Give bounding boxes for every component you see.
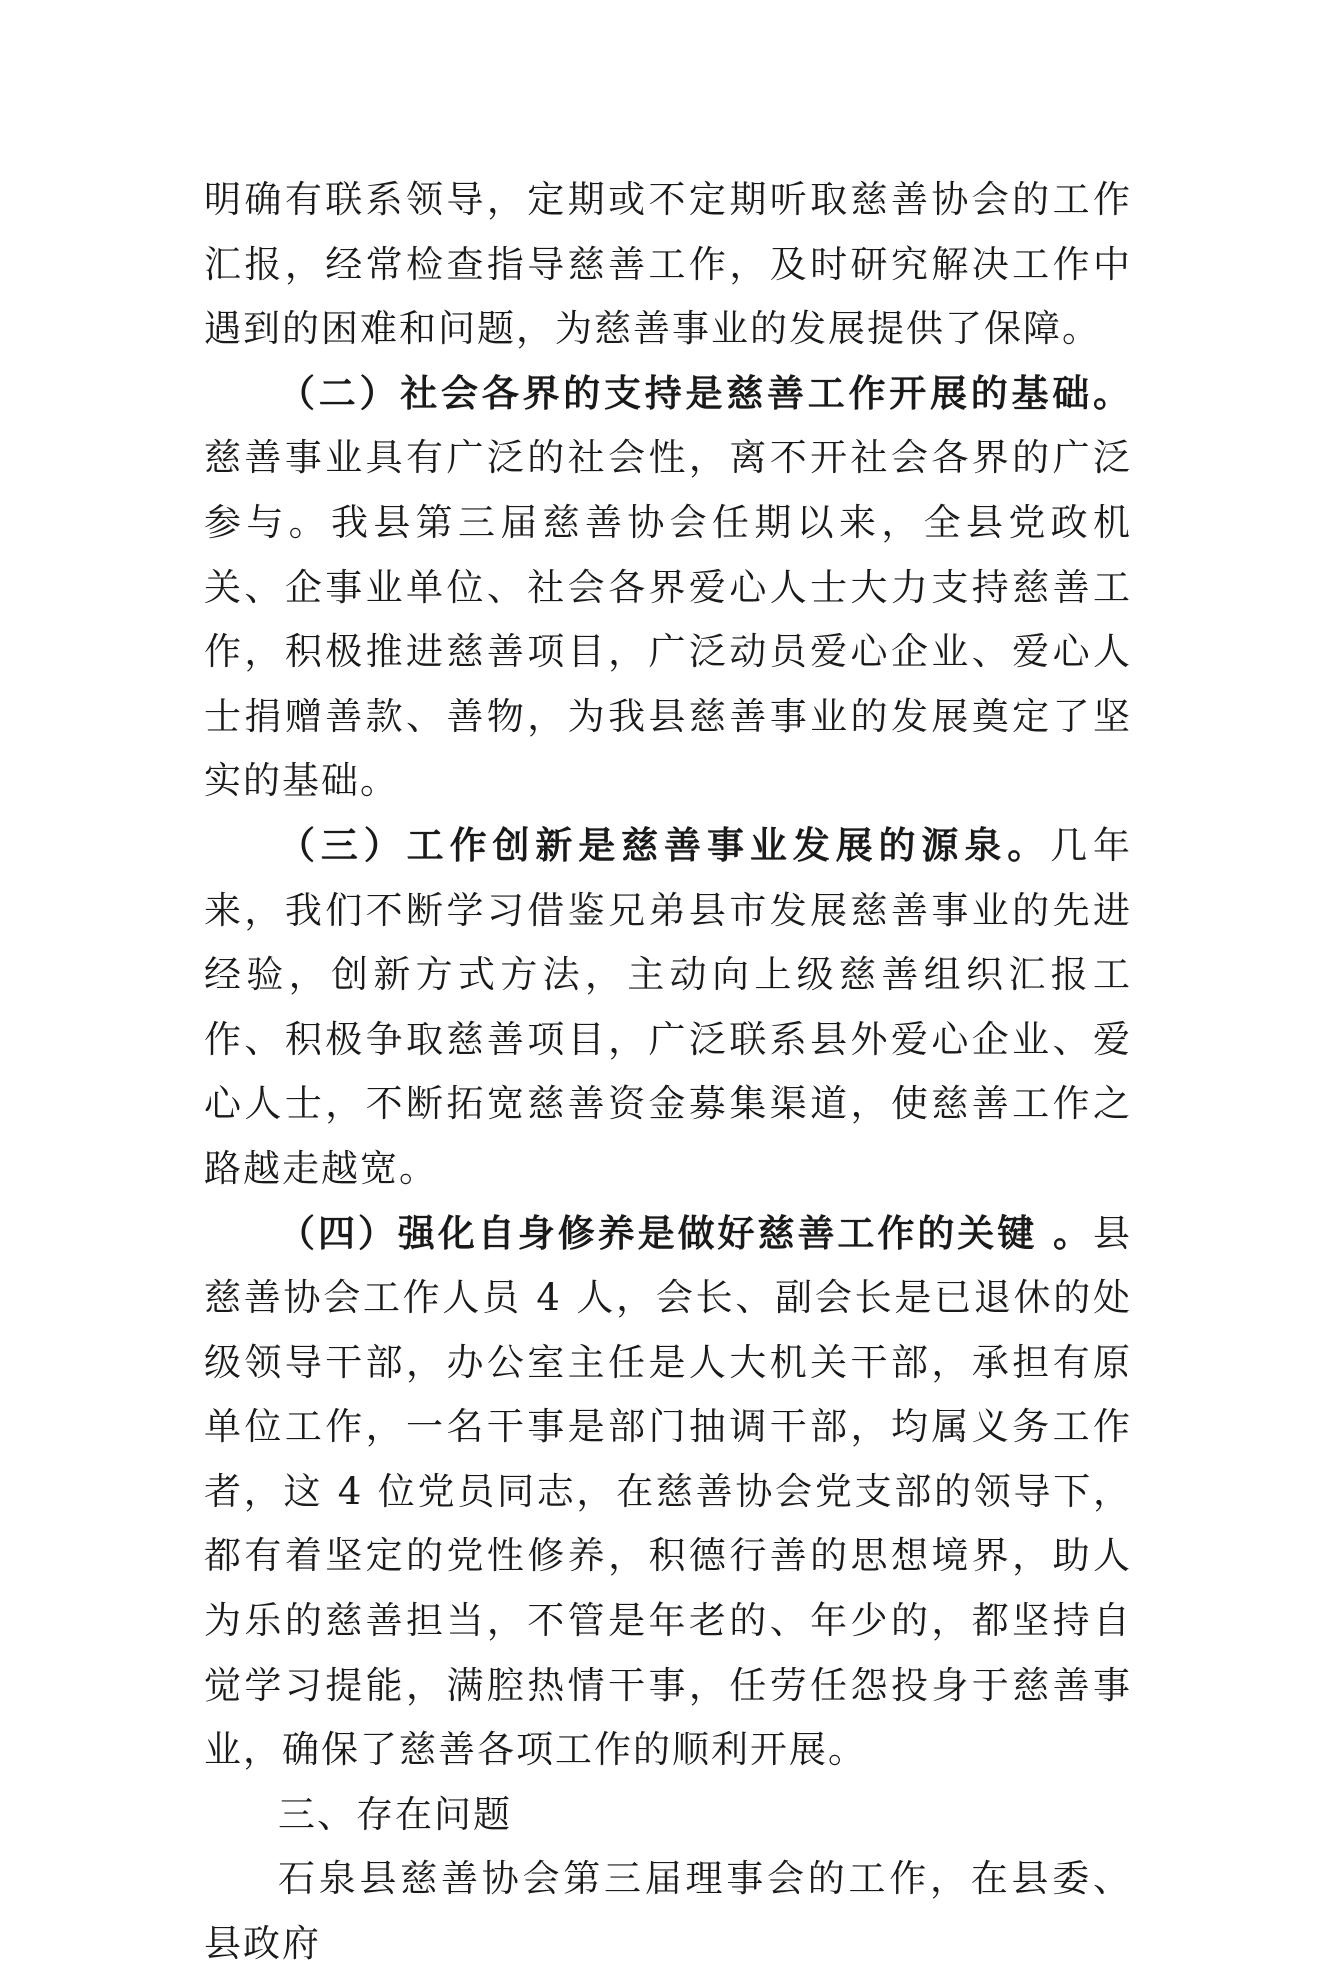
paragraph-text: 几年来，我们不断学习借鉴兄弟县市发展慈善事业的先进经验，创新方式方法，主动向上级慈善组织汇报工作、积极争取慈善项目，广泛联系县外爱心企业、爱心人士，不断拓宽慈善资金募集渠道，使慈善工作之路越走越宽。 (204, 823, 1133, 1190)
paragraph-innovation (204, 814, 1132, 1202)
paragraph-problems-intro (204, 1847, 1132, 1976)
paragraph-lead-heading: （二）社会各界的支持是慈善工作开展的基础。 (278, 371, 1132, 415)
paragraph-text: 县慈善协会工作人员 4 人，会长、副会长是已退休的处级领导干部，办公室主任是人大机关干部，承担有原单位工作，一名干事是部门抽调干部，均属义务工作者，这 4 位党员同志，在慈善协会党支部的领导下，都有着坚定的党性修养，积德行善的思想境界，助人为乐的慈善担当，不管是年老的、年少的，都坚持自觉学习提能，满腔热情干事，任劳任怨投身于慈善事业，确保了慈善各项工作的顺利开展。 (204, 1211, 1132, 1772)
paragraph-social-support (204, 362, 1132, 814)
section-heading (204, 1783, 1132, 1848)
section-heading-text: 三、存在问题 (278, 1792, 512, 1836)
paragraph-text: 明确有联系领导，定期或不定期听取慈善协会的工作汇报，经常检查指导慈善工作，及时研究解决工作中遇到的困难和问题，为慈善事业的发展提供了保障。 (204, 178, 1132, 351)
paragraph-self-cultivation (204, 1202, 1132, 1783)
paragraph-continued (204, 168, 1132, 362)
document-body (204, 168, 1132, 1977)
paragraph-lead-heading: （四）强化自身修养是做好慈善工作的关键 。 (278, 1211, 1093, 1255)
paragraph-text: 石泉县慈善协会第三届理事会的工作，在县委、县政府 (204, 1857, 1132, 1966)
paragraph-text: 慈善事业具有广泛的社会性，离不开社会各界的广泛参与。我县第三届慈善协会任期以来，全县党政机关、企事业单位、社会各界爱心人士大力支持慈善工作，积极推进慈善项目，广泛动员爱心企业、爱心人士捐赠善款、善物，为我县慈善事业的发展奠定了坚实的基础。 (204, 436, 1132, 803)
paragraph-lead-heading: （三）工作创新是慈善事业发展的源泉。 (278, 823, 1051, 867)
